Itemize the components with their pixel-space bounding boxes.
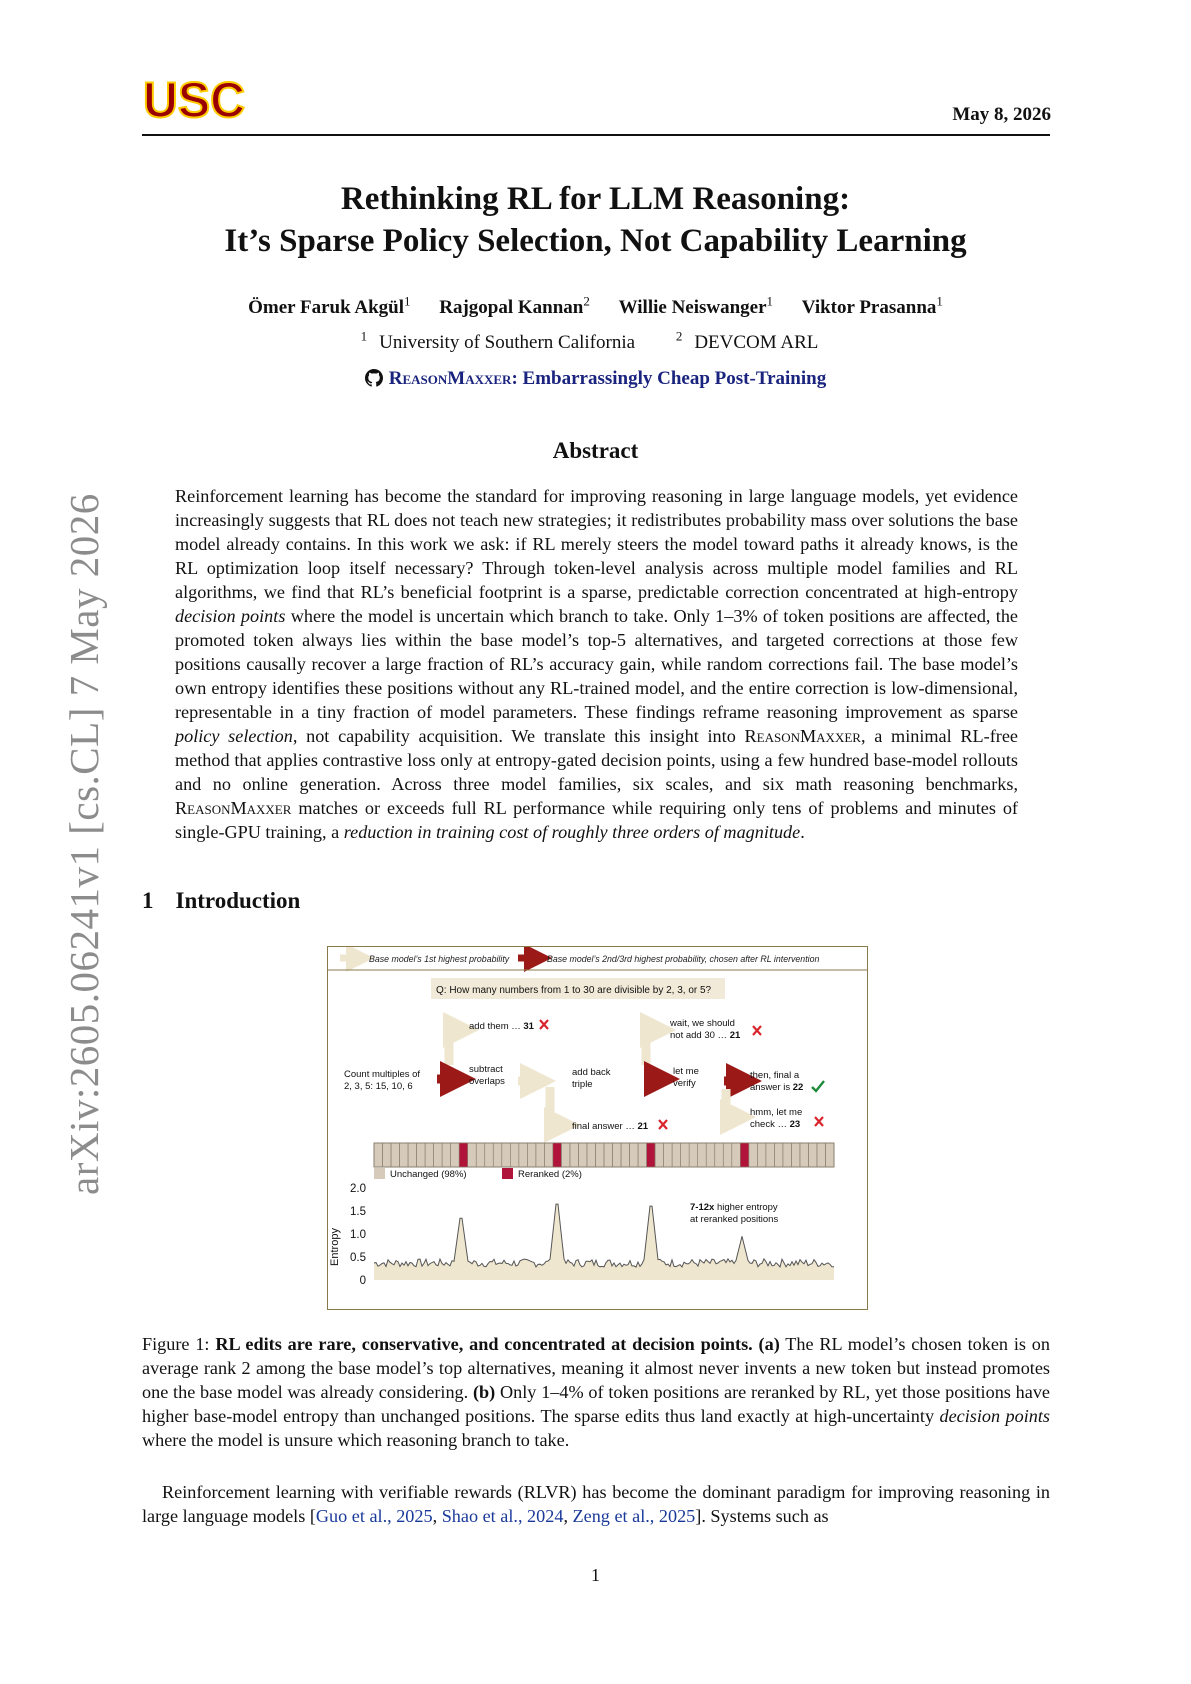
author: Viktor Prasanna$^1$ bbox=[801, 294, 943, 319]
token-reranked bbox=[553, 1143, 562, 1167]
node-hmm-1: hmm, let me bbox=[750, 1107, 803, 1118]
affiliations bbox=[0, 329, 1191, 354]
figure-caption: Figure 1: RL edits are rare, conservative, and concentrated at decision points. (a) The RL model’s chosen token is on average rank 2 among the base model’s top alternatives, meaning it almost never invents a new token but instead promotes one the base model was already considering. (b) Only 1–4% of token positions are reranked by RL, yet those positions have higher base-model entropy than unchanged positions. The sparse edits thus land exactly at high-uncertainty decision points where the model is unsure which reasoning branch to take. bbox=[142, 1334, 1050, 1450]
arrow-hmm bbox=[726, 1089, 738, 1117]
entropy-annotation-1: 7-12x higher entropy bbox=[690, 1202, 778, 1213]
node-let-me-2: verify bbox=[673, 1078, 696, 1089]
token-reranked bbox=[740, 1143, 749, 1167]
node-subtract-1: subtract bbox=[469, 1064, 503, 1075]
section-heading: 1 Introduction bbox=[142, 888, 301, 913]
node-subtract-2: overlaps bbox=[469, 1076, 505, 1087]
title-line-2: It’s Sparse Policy Selection, Not Capability Learning bbox=[224, 223, 967, 259]
start-line-2: 2, 3, 5: 15, 10, 6 bbox=[344, 1081, 413, 1092]
legend-base-label: Base model’s 1st highest probability bbox=[369, 954, 510, 964]
entropy-annotation-2: at reranked positions bbox=[690, 1214, 779, 1225]
node-wait-2: not add 30 … 21 bbox=[670, 1030, 741, 1041]
arxiv-stamp-text: arXiv:2605.06241v1 [cs.CL] 7 May 2026 bbox=[61, 493, 107, 1195]
usc-logo bbox=[141, 72, 248, 124]
ytick-label: 1.0 bbox=[350, 1229, 366, 1241]
figure-1-diagram bbox=[328, 947, 867, 1309]
title-line-1: Rethinking RL for LLM Reasoning: bbox=[340, 181, 851, 217]
legend-unchanged-label: Unchanged (98%) bbox=[390, 1169, 467, 1180]
repo-tagline[interactable]: : Embarrassingly Cheap Post-Training bbox=[511, 368, 827, 389]
question-text: Q: How many numbers from 1 to 30 are divisible by 2, 3, or 5? bbox=[436, 985, 712, 996]
cross-icon bbox=[753, 1026, 761, 1035]
ytick-label: 2.0 bbox=[350, 1183, 366, 1195]
check-icon bbox=[812, 1081, 824, 1091]
citation-link[interactable]: Guo et al., 2025 bbox=[315, 1506, 433, 1526]
repo-name[interactable]: ReasonMaxxer bbox=[388, 368, 512, 389]
ytick-label: 1.5 bbox=[350, 1206, 366, 1218]
affiliation: $^2$ DEVCOM ARL bbox=[675, 329, 819, 354]
token-reranked bbox=[459, 1143, 468, 1167]
node-add-back-2: triple bbox=[572, 1079, 593, 1090]
paper-title bbox=[0, 178, 1191, 262]
cross-icon bbox=[659, 1120, 667, 1129]
token-strip bbox=[374, 1143, 834, 1167]
abstract-text: Reinforcement learning has become the standard for improving reasoning in large language models, yet evidence increasingly suggests that RL does not teach new strategies; it redistributes probability mass over solutions the base model already contains. In this work we ask: if RL merely steers the model toward paths it already knows, is the RL optimization loop itself necessary? Through token-level analysis across multiple model families and RL algorithms, we find that RL’s beneficial footprint is a sparse, predictable correction concentrated at high-entropy decision points where the model is uncertain which branch to take. Only 1–3% of token positions are affected, the promoted token always lies within the base model’s top-5 alternatives, and targeted corrections at those few positions causally recover a large fraction of RL’s accuracy gain, while random corrections fail. The base model’s own entropy identifies these positions without any RL-trained model, and the entire correction is low-dimensional, representable in a tiny fraction of model parameters. These findings reframe reasoning improvement as sparse policy selection, not capability acquisition. We translate this insight into ReasonMaxxer, a minimal RL-free method that applies contrastive loss only at entropy-gated decision points, using a few hundred base-model rollouts and no online generation. Across three model families, six scales, and six math reasoning benchmarks, ReasonMaxxer matches or exceeds full RL performance while requiring only tens of problems and minutes of single-GPU training, a reduction in training cost of roughly three orders of magnitude. bbox=[175, 486, 1018, 842]
author-list bbox=[0, 294, 1191, 319]
intro-paragraph: Reinforcement learning with verifiable rewards (RLVR) has become the dominant paradigm for improving reasoning in large language models [Guo et al., 2025, Shao et al., 2024, Zeng et al., 2025]. Systems such as bbox=[142, 1482, 1050, 1526]
repo-link[interactable] bbox=[0, 368, 1191, 390]
start-line-1: Count multiples of bbox=[344, 1069, 421, 1080]
affiliation: $^1$ University of Southern California bbox=[360, 329, 636, 354]
entropy-axis-label: Entropy bbox=[329, 1228, 341, 1266]
arrow-wait bbox=[646, 1030, 658, 1065]
node-final-answer: final answer … 21 bbox=[572, 1121, 649, 1132]
node-add-back-1: add back bbox=[572, 1067, 611, 1078]
citation-link[interactable]: Zeng et al., 2025 bbox=[572, 1506, 696, 1526]
page-number: 1 bbox=[591, 1565, 600, 1585]
author: Willie Neiswanger$^1$ bbox=[618, 294, 774, 319]
author: Ömer Faruk Akgül$^1$ bbox=[248, 294, 411, 319]
legend-rl-label: Base model’s 2nd/3rd highest probability, chosen after RL intervention bbox=[547, 954, 820, 964]
node-let-me-1: let me bbox=[673, 1066, 699, 1077]
node-then-1: then, final a bbox=[750, 1070, 800, 1081]
figure-1 bbox=[327, 946, 868, 1310]
node-then-2: answer is 22 bbox=[750, 1082, 804, 1093]
arxiv-stamp bbox=[30, 493, 107, 1195]
legend-reranked-label: Reranked (2%) bbox=[518, 1169, 582, 1180]
token-reranked bbox=[647, 1143, 656, 1167]
abstract-heading: Abstract bbox=[552, 438, 639, 463]
cross-icon bbox=[815, 1117, 823, 1126]
node-wait-1: wait, we should bbox=[670, 1018, 735, 1029]
github-icon bbox=[365, 369, 383, 387]
svg-text:USC: USC bbox=[143, 72, 245, 124]
legend-unchanged-swatch bbox=[374, 1168, 385, 1179]
arrow-add-them bbox=[449, 1030, 461, 1065]
citation-link[interactable]: Shao et al., 2024 bbox=[441, 1506, 564, 1526]
ytick-label: 0.5 bbox=[350, 1252, 366, 1264]
header-rule bbox=[142, 134, 1050, 136]
node-hmm-2: check … 23 bbox=[750, 1119, 801, 1130]
node-add-them: add them … 31 bbox=[469, 1021, 534, 1032]
ytick-label: 0 bbox=[359, 1275, 366, 1287]
arrow-final-answer bbox=[550, 1087, 562, 1125]
author: Rajgopal Kannan$^2$ bbox=[439, 294, 590, 319]
cross-icon bbox=[540, 1020, 548, 1029]
paper-date: May 8, 2026 bbox=[952, 104, 1051, 125]
legend-reranked-swatch bbox=[502, 1168, 513, 1179]
